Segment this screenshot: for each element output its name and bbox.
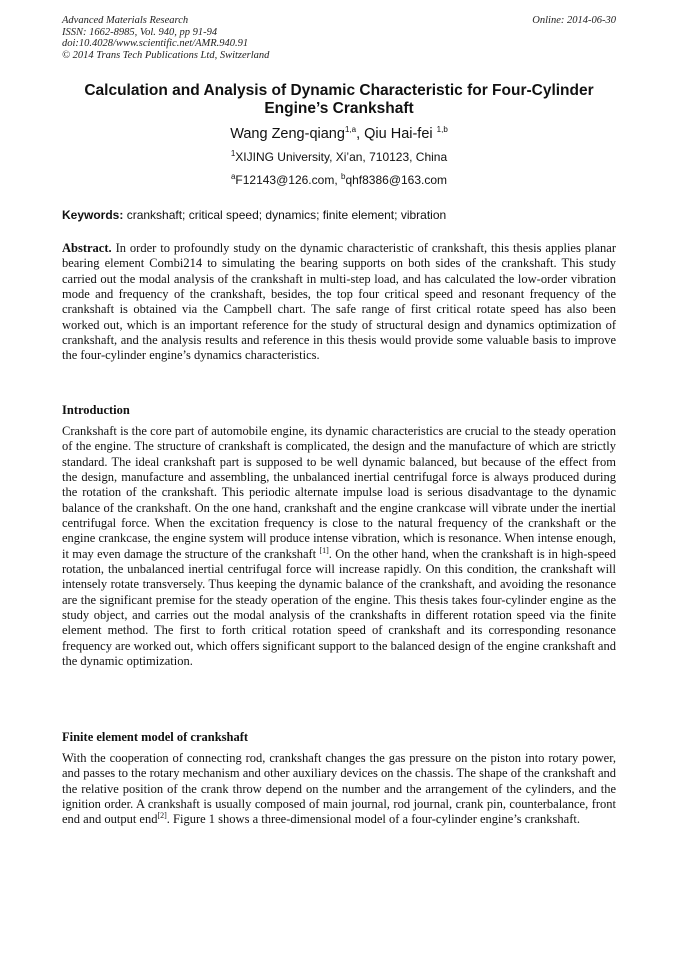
author-affiliation-mark: 1,b	[436, 125, 448, 135]
keywords-label: Keywords:	[62, 208, 124, 222]
email-b: qhf8386@163.com	[345, 173, 448, 187]
author-name: Wang Zeng-qiang	[230, 126, 345, 142]
paper-title: Calculation and Analysis of Dynamic Characteristic for Four-Cylinder Engine’s Crankshaft	[84, 82, 594, 117]
section-heading-fem: Finite element model of crankshaft	[62, 730, 249, 744]
copyright-line: © 2014 Trans Tech Publications Ltd, Switzerland	[62, 49, 270, 61]
abstract-text: In order to profoundly study on the dynamic characteristic of crankshaft, this thesis applies planar bearing element Combi214 to simulating the bearing supports on both sides of the crankshaft. This study carried out the modal analysis of the crankshaft in multi-step load, and has calculated the low-order vibration mode and frequency of the crankshaft, besides, the top four critical speed and resonant frequency of the crankshaft is obtained via the Campbell chart. The safe range of first critical rotate speed has also been worked out, which is an important reference for the study of structural design and dynamics optimization of crankshaft, and the analysis results and reference in this thesis would provide some valuable basis to improve the four-cylinder engine’s dynamics characteristics.	[62, 241, 616, 363]
author-name: Qiu Hai-fei	[364, 126, 433, 142]
author-line: Wang Zeng-qiang$^{1,a}$, Qiu Hai-fei $^{1,b}$	[230, 125, 448, 142]
keywords	[62, 207, 616, 223]
affiliation-text: XIJING University, Xi’an, 710123, China	[235, 150, 448, 164]
introduction-paragraph	[62, 424, 616, 670]
affiliation	[62, 149, 616, 165]
fem-text: With the cooperation of connecting rod, crankshaft changes the gas pressure on the piston into rotary power, and passes to the rotary mechanism and other auxiliary devices on the chassis. The shape of the crankshaft and the relative position of the crank throw depend on the number and the arrangement of the cylinders, and the ignition order. A crankshaft is usually composed of main journal, rod journal, crank pin, counterbalance, front end and output end	[62, 751, 616, 827]
journal-name: Advanced Materials Research	[62, 15, 189, 26]
keywords-text: crankshaft; critical speed; dynamics; finite element; vibration	[123, 208, 447, 222]
email-mark: a	[230, 172, 236, 181]
abstract-paragraph	[62, 241, 616, 364]
issn-line: ISSN: 1662-8985, Vol. 940, pp 91-94	[62, 26, 218, 38]
introduction-text: . On the other hand, when the crankshaft is in high-speed rotation, the unbalanced inertial centrifugal force will increase rapidly. On this condition, the crankshaft will intensely rotate transversely. Thus keeping the dynamic balance of the crankshaft, and avoiding the resonance are the significant premise for the steady operation of the engine. This thesis takes four-cylinder engine as the study object, and carries out the modal analysis of the crankshafts in different rotation speed via the finite element method. The first to forth critical rotation speed of crankshaft and its corresponding resonance frequency are worked out, which offers significant support to the balanced design of the engine crankshaft and the dynamic optimization.	[62, 546, 616, 669]
citation-ref: [2]	[157, 811, 167, 821]
citation-ref: [1]	[319, 545, 329, 555]
fem-text: . Figure 1 shows a three-dimensional model of a four-cylinder engine’s crankshaft.	[166, 812, 580, 827]
author-affiliation-mark: 1,a	[344, 125, 357, 135]
affiliation-mark: 1	[230, 149, 236, 158]
email-a: F12143@126.com,	[235, 173, 341, 187]
fem-paragraph	[62, 751, 616, 828]
online-date: Online: 2014-06-30	[532, 15, 616, 26]
section-heading-introduction: Introduction	[62, 403, 130, 417]
doi-line: doi:10.4028/www.scientific.net/AMR.940.91	[62, 38, 249, 49]
journal-header	[62, 15, 616, 61]
abstract-label: Abstract.	[62, 241, 112, 255]
author-emails	[62, 172, 616, 188]
email-mark: b	[340, 172, 346, 181]
introduction-text: Crankshaft is the core part of automobile engine, its dynamic characteristics are crucial to the steady operation of the engine. The structure of crankshaft is complicated, the design and the manufacture of which are strictly standard. The ideal crankshaft part is supposed to be well dynamic balanced, but because of the effect from the design, manufacture and assembling, the unbalanced inertial centrifugal force is always produced during the rotation of the crankshaft. This periodic alternate impulse load is serious disadvantage to the dynamic balance of the crankshaft. On the one hand, crankshaft and the engine crankcase will vibrate under the inertial centrifugal force. When the excitation frequency is close to the natural frequency of the crankshaft or the engine crankcase, the engine system will produce intense vibration, which is resonance. When intense enough, it may even damage the structure of the crankshaft	[62, 424, 616, 561]
